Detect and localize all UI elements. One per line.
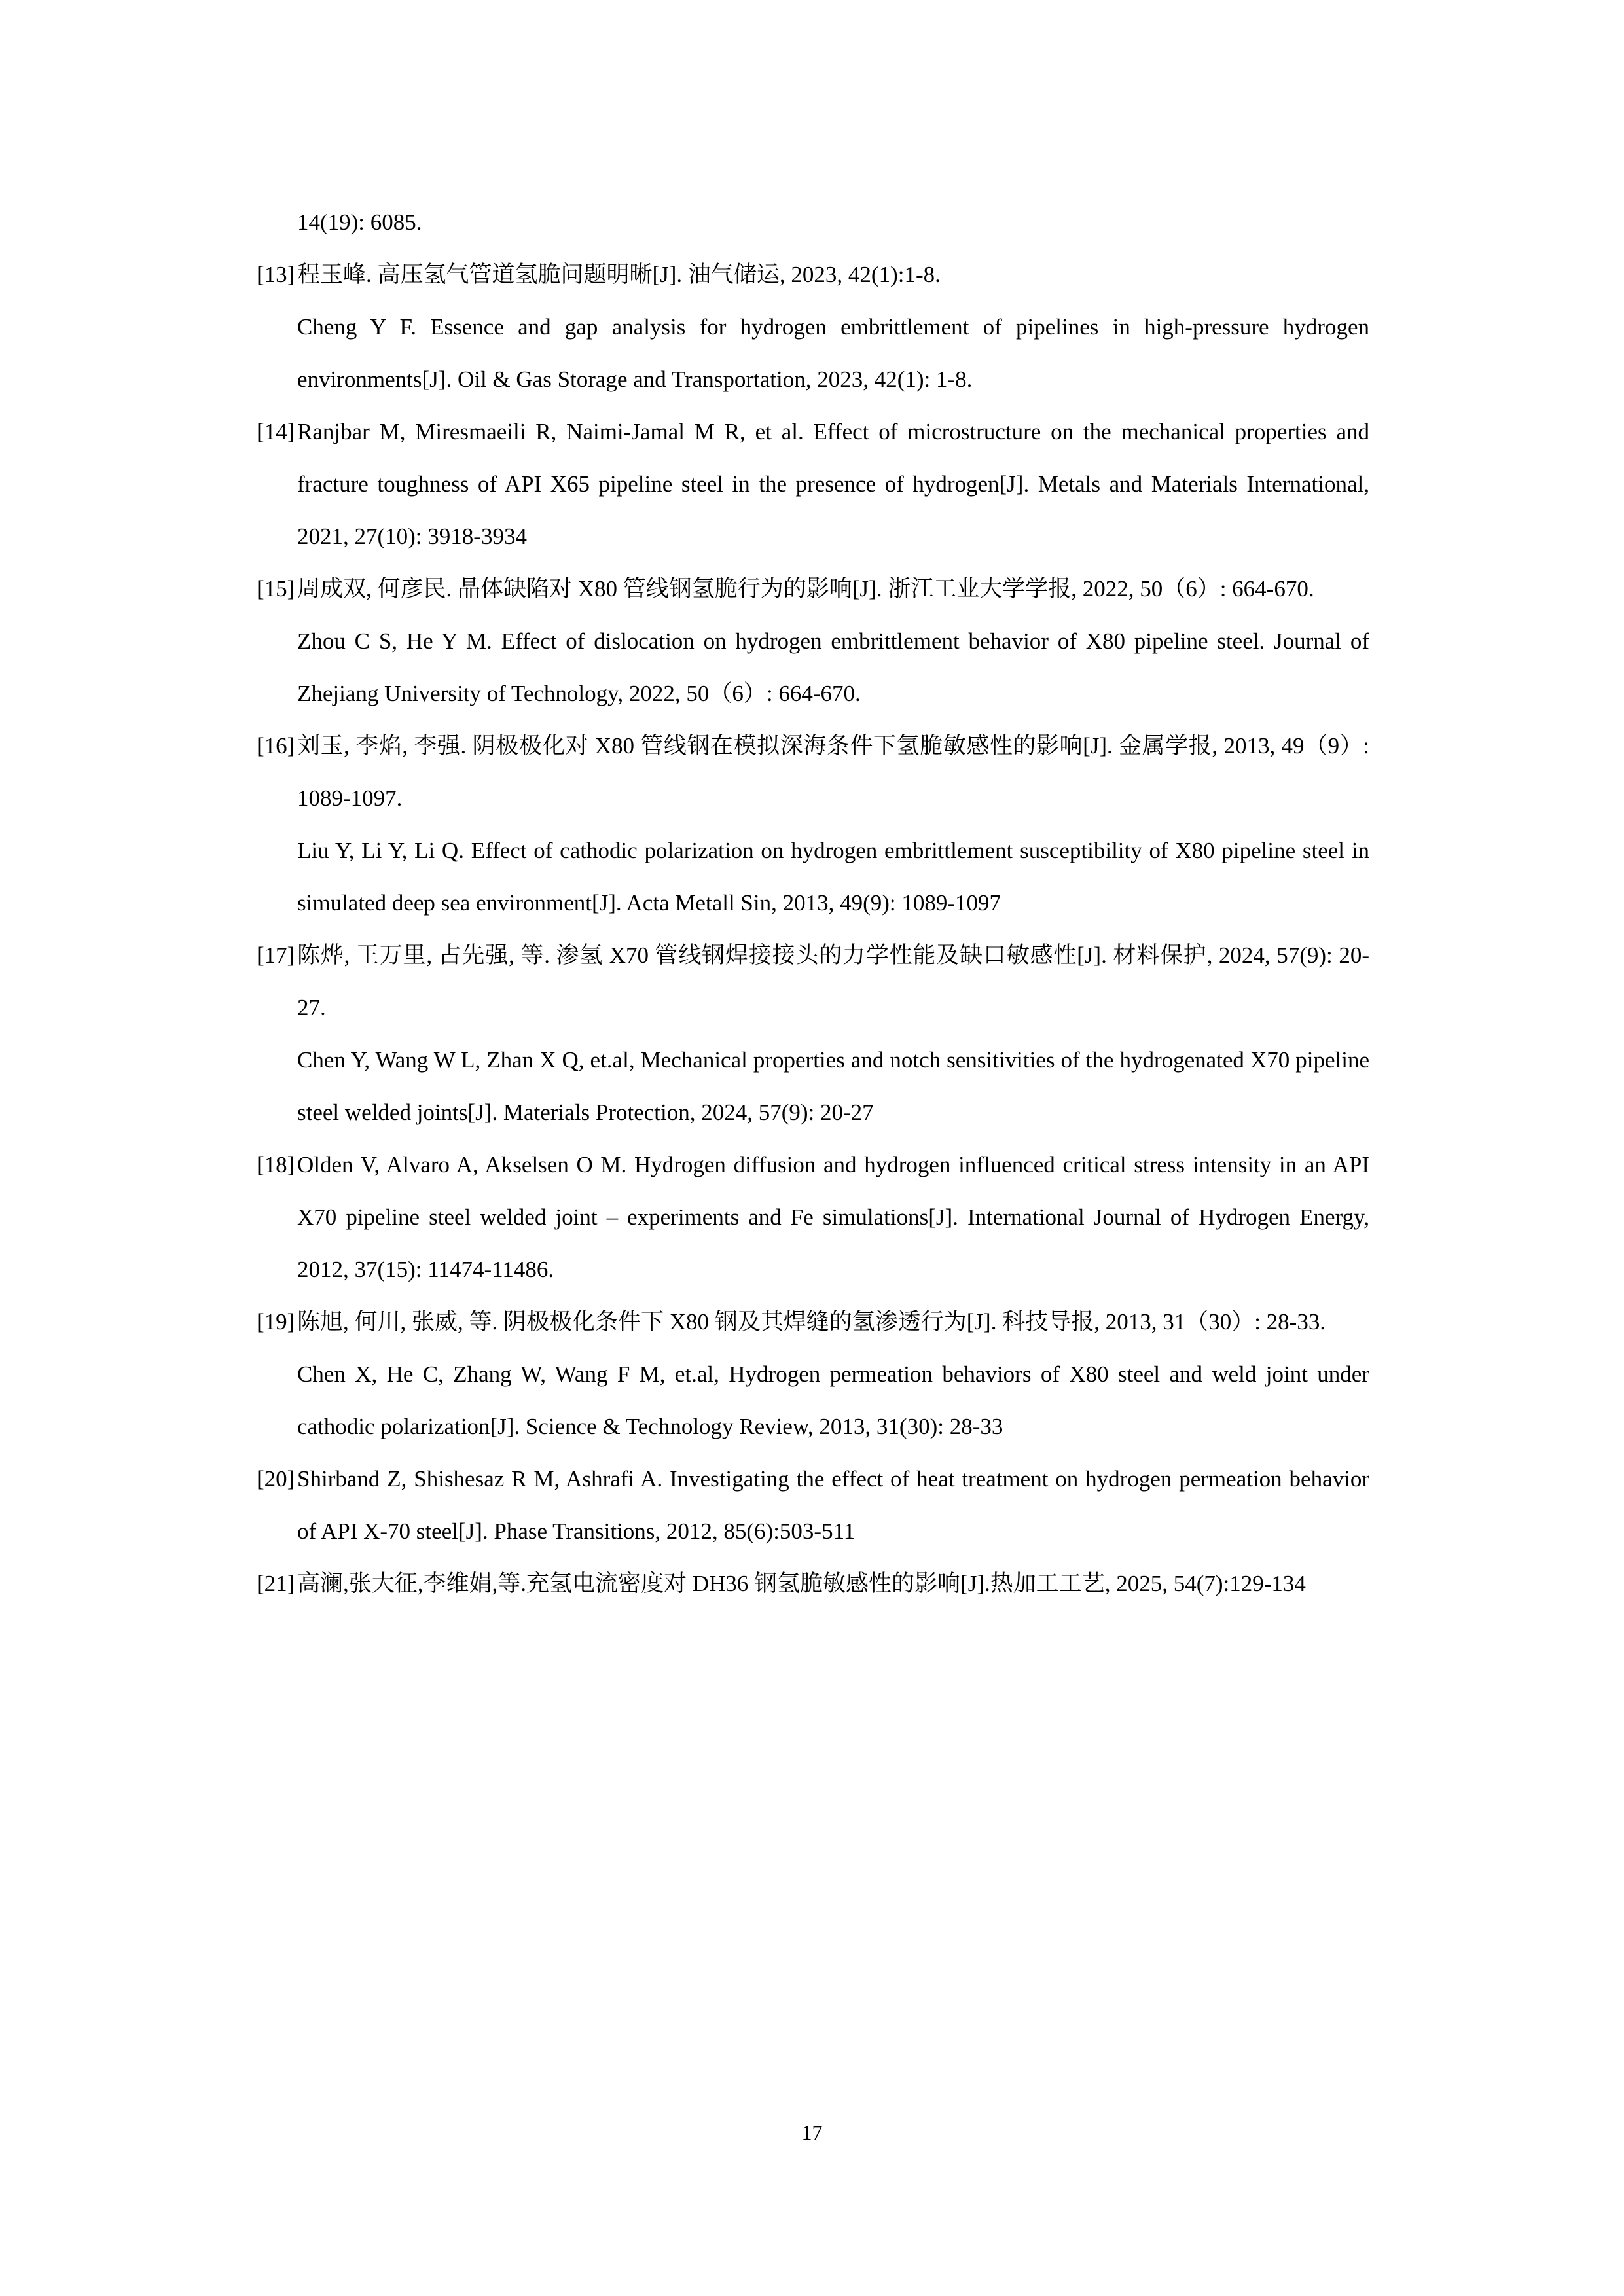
reference-number: [16] xyxy=(257,733,295,759)
reference-body xyxy=(297,563,1369,720)
reference-body xyxy=(297,929,1369,1139)
reference-text-en: Chen Y, Wang W L, Zhan X Q, et.al, Mechanical properties and notch sensitivities of the hydrogenated X70 pipeline steel welded joints[J]. Materials Protection, 2024, 57(9): 20-27 xyxy=(297,1047,1369,1125)
reference-body xyxy=(297,1453,1369,1558)
reference-text-en: Cheng Y F. Essence and gap analysis for hydrogen embrittlement of pipelines in high-pressure hydrogen environments[J]. Oil & Gas Storage and Transportation, 2023, 42(1): 1-8. xyxy=(297,314,1369,392)
reference-number: [14] xyxy=(257,419,295,444)
reference-number: [19] xyxy=(257,1309,295,1335)
reference-text-en: Liu Y, Li Y, Li Q. Effect of cathodic polarization on hydrogen embrittlement susceptibility of X80 pipeline steel in simulated deep sea environment[J]. Acta Metall Sin, 2013, 49(9): 1089-1097 xyxy=(297,838,1369,916)
reference-text-cn: 陈烨, 王万里, 占先强, 等. 渗氢 X70 管线钢焊接接头的力学性能及缺口敏感性[J]. 材料保护, 2024, 57(9): 20-27. xyxy=(297,942,1369,1020)
reference-entry xyxy=(257,929,1369,1139)
reference-entry xyxy=(257,1453,1369,1558)
reference-number: [15] xyxy=(257,576,295,601)
reference-text-en: Chen X, He C, Zhang W, Wang F M, et.al, Hydrogen permeation behaviors of X80 steel and weld joint under cathodic polarization[J]. Science & Technology Review, 2013, 31(30): 28-33 xyxy=(297,1361,1369,1439)
reference-body xyxy=(297,1296,1369,1453)
reference-entry xyxy=(257,1139,1369,1296)
reference-text-en: Shirband Z, Shishesaz R M, Ashrafi A. Investigating the effect of heat treatment on hydrogen permeation behavior of API X-70 steel[J]. Phase Transitions, 2012, 85(6):503-511 xyxy=(297,1466,1369,1544)
reference-entry xyxy=(257,1296,1369,1453)
reference-text-cn: 陈旭, 何川, 张威, 等. 阴极极化条件下 X80 钢及其焊缝的氢渗透行为[J]. 科技导报, 2013, 31（30）: 28-33. xyxy=(297,1309,1326,1335)
reference-body xyxy=(297,1558,1369,1610)
reference-text-en: Ranjbar M, Miresmaeili R, Naimi-Jamal M R, et al. Effect of microstructure on the mechanical properties and fracture toughness of API X65 pipeline steel in the presence of hydrogen[J]. Metals and Materials International, 2021, 27(10): 3918-3934 xyxy=(297,419,1369,549)
reference-number: [18] xyxy=(257,1152,295,1177)
reference-text-cn: 程玉峰. 高压氢气管道氢脆问题明晰[J]. 油气储运, 2023, 42(1):1-8. xyxy=(297,262,941,287)
reference-text-en: Zhou C S, He Y M. Effect of dislocation on hydrogen embrittlement behavior of X80 pipeline steel. Journal of Zhejiang University of Technology, 2022, 50（6）: 664-670. xyxy=(297,628,1369,706)
reference-entry xyxy=(257,1558,1369,1610)
reference-entry xyxy=(257,720,1369,929)
reference-entry xyxy=(257,406,1369,563)
reference-text-en: Olden V, Alvaro A, Akselsen O M. Hydrogen diffusion and hydrogen influenced critical stress intensity in an API X70 pipeline steel welded joint – experiments and Fe simulations[J]. International Journal of Hydrogen Energy, 2012, 37(15): 11474-11486. xyxy=(297,1152,1369,1282)
reference-number: [13] xyxy=(257,262,295,287)
reference-entry xyxy=(257,563,1369,720)
reference-body xyxy=(297,1139,1369,1296)
reference-body xyxy=(297,249,1369,406)
reference-text-cn: 高澜,张大征,李维娟,等.充氢电流密度对 DH36 钢氢脆敏感性的影响[J].热加工工艺, 2025, 54(7):129-134 xyxy=(297,1571,1306,1596)
reference-text-cn: 周成双, 何彦民. 晶体缺陷对 X80 管线钢氢脆行为的影响[J]. 浙江工业大学学报, 2022, 50（6）: 664-670. xyxy=(297,576,1314,601)
reference-list xyxy=(257,196,1369,1610)
reference-body xyxy=(297,406,1369,563)
reference-number: [21] xyxy=(257,1571,295,1596)
reference-number: [20] xyxy=(257,1466,295,1492)
continuation-line: 14(19): 6085. xyxy=(297,209,422,235)
reference-text-cn: 刘玉, 李焰, 李强. 阴极极化对 X80 管线钢在模拟深海条件下氢脆敏感性的影响[J]. 金属学报, 2013, 49（9）: 1089-1097. xyxy=(297,733,1369,811)
reference-entry xyxy=(257,249,1369,406)
reference-body xyxy=(297,720,1369,929)
reference-number: [17] xyxy=(257,942,295,968)
page-number: 17 xyxy=(801,2121,823,2144)
